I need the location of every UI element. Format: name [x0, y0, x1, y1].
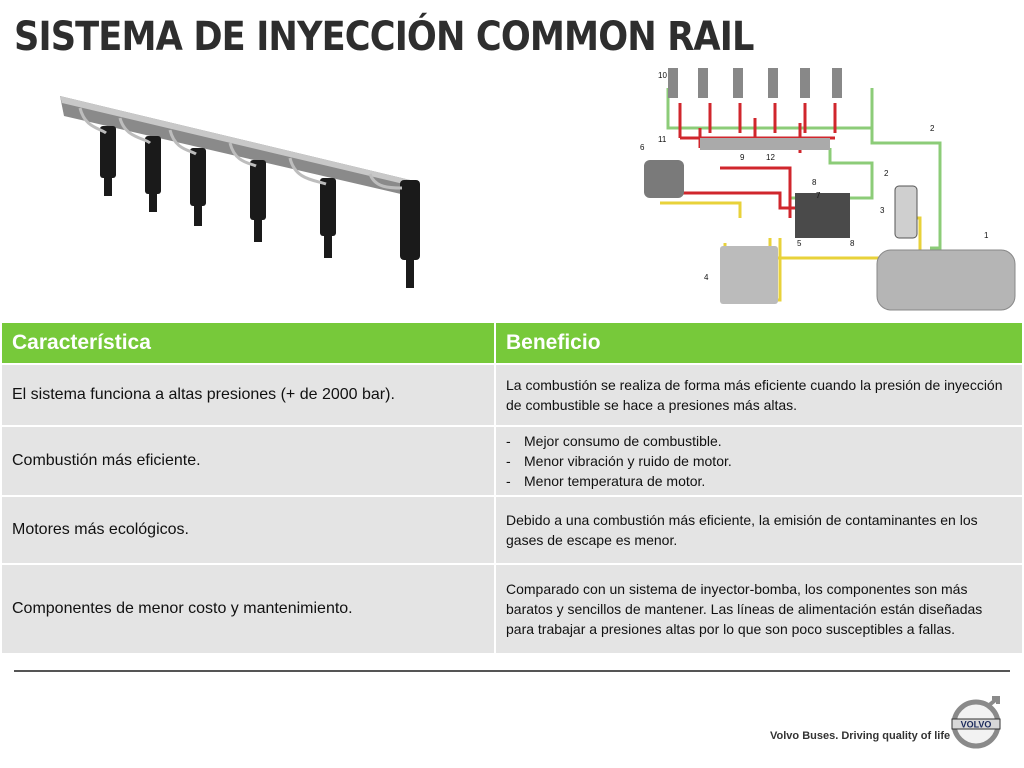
volvo-logo-icon — [948, 694, 1004, 750]
diagram-label: 6 — [640, 143, 645, 152]
feature-cell: El sistema funciona a altas presiones (+ de 2000 bar). — [2, 365, 494, 425]
diagram-label: 5 — [797, 239, 802, 248]
diagram-label: 9 — [740, 153, 745, 162]
table-row — [2, 427, 1022, 495]
diagram-label: 8 — [812, 178, 817, 187]
table-row — [2, 565, 1022, 653]
diagram-label: 8 — [850, 239, 855, 248]
footer-tagline: Volvo Buses. Driving quality of life — [770, 730, 951, 742]
diagram-label: 4 — [704, 273, 709, 282]
diagram-label: 1 — [984, 231, 989, 240]
footer-divider — [14, 670, 1010, 672]
list-item: - Menor temperatura de motor. — [506, 471, 1012, 491]
feature-cell: Componentes de menor costo y mantenimiento. — [2, 565, 494, 653]
benefit-cell: Debido a una combustión más eficiente, la emisión de contaminantes en los gases de escape es menor. — [496, 497, 1022, 563]
page-title: SISTEMA DE INYECCIÓN COMMON RAIL — [14, 14, 754, 60]
feature-cell: Motores más ecológicos. — [2, 497, 494, 563]
list-item: - Mejor consumo de combustible. — [506, 431, 1012, 451]
features-table — [0, 321, 1024, 655]
diagram-label: 12 — [766, 153, 775, 162]
diagram-label: 3 — [880, 206, 885, 215]
table-row — [2, 365, 1022, 425]
diagram-label: 2 — [930, 124, 935, 133]
common-rail-image — [50, 88, 440, 303]
table-row — [2, 497, 1022, 563]
column-header-feature: Característica — [2, 323, 494, 363]
diagram-label: 10 — [658, 71, 667, 80]
diagram-label: 2 — [884, 169, 889, 178]
fuel-system-diagram — [640, 68, 1020, 314]
column-header-benefit: Beneficio — [496, 323, 1022, 363]
diagram-label: 11 — [658, 135, 667, 144]
feature-cell: Combustión más eficiente. — [2, 427, 494, 495]
diagram-label: 7 — [816, 191, 821, 200]
benefit-list — [506, 431, 1012, 491]
svg-text:VOLVO: VOLVO — [960, 719, 992, 730]
list-item: - Menor vibración y ruido de motor. — [506, 451, 1012, 471]
benefit-cell: La combustión se realiza de forma más eficiente cuando la presión de inyección de combustible se hace a presiones más altas. — [496, 365, 1022, 425]
benefit-cell: Comparado con un sistema de inyector-bomba, los componentes son más baratos y sencillos de mantener. Las líneas de alimentación están diseñadas para trabajar a presiones altas por lo que son poco susceptibles a fallas. — [496, 565, 1022, 653]
benefit-cell — [496, 427, 1022, 495]
